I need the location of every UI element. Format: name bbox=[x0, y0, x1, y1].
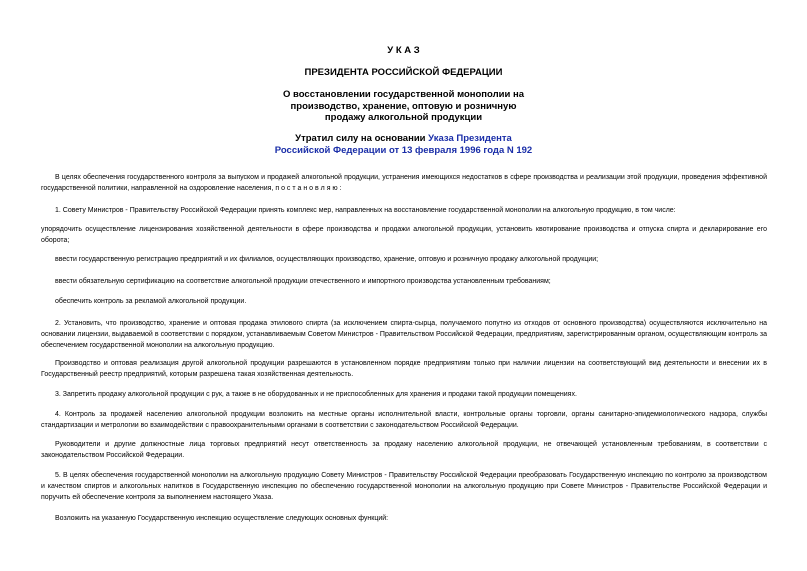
paragraph-item-5a: Возложить на указанную Государственную инспекцию осуществление следующих основных функций: bbox=[55, 515, 389, 522]
paragraph-item-5: 5. В целях обеспечения государственной монополии на алкогольную продукцию Совету Министров - Правительству Российской Федерации преобразовать Государственную инспекцию по контролю за производством и качеством спиртов и алкогольных напитков в Государственную инспекцию по обеспечению государственной монополии на алкогольную продукцию при Совете Министров - Правительстве Российской Федерации и поручить ей обеспечение контроля за выполнением настоящего Указа. bbox=[41, 472, 767, 501]
subject-line-2: производство, хранение, оптовую и розничную bbox=[290, 100, 517, 112]
status-prefix: Утратил силу на основании bbox=[295, 133, 426, 144]
status-line-1 bbox=[0, 133, 807, 145]
paragraph-item-1b: ввести государственную регистрацию предприятий и их филиалов, осуществляющих производство, хранение, оптовую и розничную продажу алкогольной продукции; bbox=[55, 256, 599, 263]
paragraph-item-2: 2. Установить, что производство, хранение и оптовая продажа этилового спирта (за исключением спирта-сырца, получаемого попутно из отходов от основного производства) осуществляются исключительно на основании лицензии, выдаваемой в соответствии с порядком, устанавливаемым Советом Министров - Правительством Российской Федерации, предприятиям, зарегистрированным органом, осуществляющим контроль за обеспечением государственной монополии на алкогольную продукцию. bbox=[41, 320, 767, 349]
paragraph-item-1c: ввести обязательную сертификацию на соответствие алкогольной продукции отечественного и импортного производства установленным требованиям; bbox=[55, 278, 551, 285]
paragraph-item-4: 4. Контроль за продажей населению алкогольной продукции возложить на местные органы исполнительной власти, контрольные органы торговли, органы санитарно-эпидемиологического надзора, службы стандартизации и метрологии во взаимодействии с правоохранительными органами в соответствии с законодательством Российской Федерации. bbox=[41, 411, 767, 429]
paragraph-item-4a: Руководители и другие должностные лица торговых предприятий несут ответственность за продажу населению алкогольной продукции, не отвечающей установленным требованиям, в соответствии с законодательством Российской Федерации. bbox=[41, 441, 767, 459]
decree-subject bbox=[0, 89, 807, 124]
decree-issuer: ПРЕЗИДЕНТА РОССИЙСКОЙ ФЕДЕРАЦИИ bbox=[304, 67, 503, 78]
paragraph-item-2a: Производство и оптовая реализация другой алкогольной продукции разрешаются в установленном порядке предприятиям только при наличии лицензии на соответствующий вид деятельности и внесении их в Государственный реестр предприятий, которым разрешена такая хозяйственная деятельность. bbox=[41, 360, 767, 378]
paragraph-item-1a: упорядочить осуществление лицензирования хозяйственной деятельности в сфере производства и продажи алкогольной продукции, установить квотирование производства и отпуска спирта и декларирование его оборота; bbox=[41, 226, 767, 244]
status-link-part1[interactable]: Указа Президента bbox=[428, 133, 512, 144]
paragraph-preamble: В целях обеспечения государственного контроля за выпуском и продажей алкогольной продукции, устранения имеющихся недостатков в сфере производства и реализации этой продукции, проведения эффективной государственной политики, направленной на оздоровление населения, п о с т а н о в л я ю : bbox=[41, 174, 767, 192]
decree-heading: У К А З bbox=[387, 45, 420, 56]
paragraph-item-3: 3. Запретить продажу алкогольной продукции с рук, а также в не оборудованных и не приспособленных для хранения и продажи такой продукции помещениях. bbox=[55, 391, 577, 398]
paragraph-item-1: 1. Совету Министров - Правительству Российской Федерации принять комплекс мер, направленных на восстановление государственной монополии на алкогольную продукцию, в том числе: bbox=[55, 207, 676, 214]
status-link-part2[interactable]: Российской Федерации от 13 февраля 1996 года N 192 bbox=[274, 144, 533, 156]
decree-status bbox=[0, 133, 807, 156]
subject-line-1: О восстановлении государственной монополии на bbox=[282, 89, 524, 100]
subject-line-3: продажу алкогольной продукции bbox=[324, 112, 483, 123]
paragraph-item-1d: обеспечить контроль за рекламой алкогольной продукции. bbox=[55, 298, 247, 305]
